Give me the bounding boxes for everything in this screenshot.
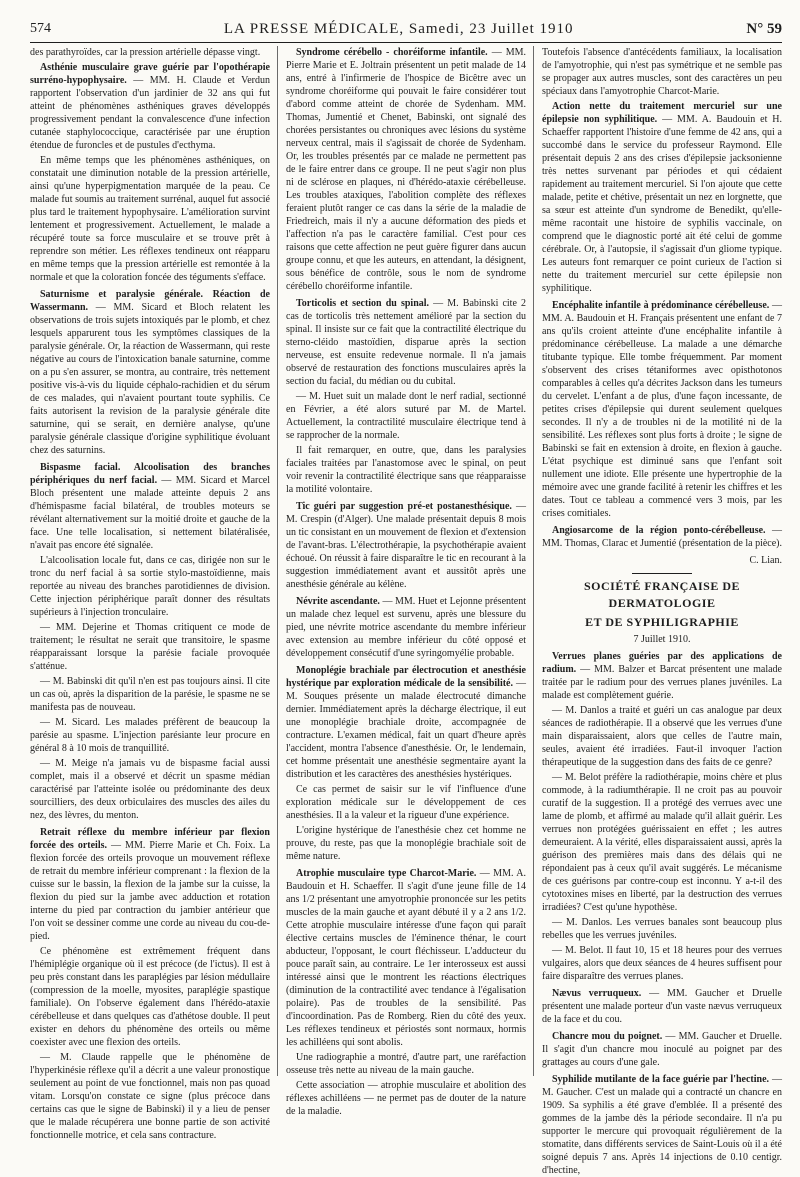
article-text: — MM. A. Baudouin et H. Français présentent une enfant de 7 ans qu'ils croient atteinte d'une encéphalite infantile à prédominance cérébelleuse. La malade a une démarche titubante typique. Elle tombe fréquemment. Par moment s'observent des crises tétaniformes avec opisthotonos comparables à celles qu'a décrites Jackson dans les tumeurs du cervelet. L'enfant a de plus, d'une façon incessante, de petites crises d'épilepsie qui durent seulement quelques secondes. Il n'y a de troubles ni de la motilité ni de la sensibilité. Les réflexes sont plus forts à droite ; le signe de Babinski se fait en extension à droite, en flexion à gauche. L'état psychique est diminué sans que l'enfant soit nullement une idiote. Elle présente une hypertrophie de la mémoire avec une grande facilité à retenir les chiffres et les dates. Tout ce tableau a commencé vers 3 mois, par les crises comitiales. (542, 300, 782, 519)
article-paragraph (30, 1051, 270, 1142)
article-text: Cette association — atrophie musculaire et abolition des réflexes achilléens — ne permet pas de douter de la nature de la maladie. (286, 1080, 526, 1117)
article-text: — MM. A. Baudouin et H. Schaeffer. Il s'agit d'une jeune fille de 14 ans 1/2 présentant une amyotrophie prononcée sur les petits muscles de la main gauche et ayant débuté il y a 2 ans 1/2. Cette atrophie musculaire intéresse d'une façon qui paraît élective certains muscles de l'éminence thénar, le court abducteur, l'opposant, le court fléchisseur. L'adducteur du pouce paraît sain, au contraire. Le 1er interosseux est aussi intéressé ainsi que le montrent les réactions électriques (diminution de la contractilité avec tendance à l'égalisation polaire). Pas de troubles de la sensibilité. Pas d'incoordination. Pas de Romberg. Rien du côté des yeux. Les réflexes tendineux et périostés sont normaux, hormis les achilléens qui sont abolis. (286, 868, 527, 1048)
article-text: — MM. Sicard et Bloch relatent les observations de trois sujets intoxiqués par le plomb, et chez lesquels apparurent tous les symptômes classiques de la paralysie générale. Or, la réaction de Wassermann, qui reste négative au cours de l'intoxication banale saturnine, comme on a pu s'en assurer, se montra, au contraire, très nettement positive vis-à-vis du liquide céphalo-rachidien et du sérum de ces malades, qui n'avaient pourtant toute syphilis. Ce faits autorisent la revision de la paralysie générale dite saturnine, qui se serait, en dernière analyse, qu'une paralysie générale classique d'origine syphilitique évoluant chez des saturnins. (30, 302, 270, 456)
column-3-intro: Toutefois l'absence d'antécédents familiaux, la localisation de l'amyotrophie, qui n'est pas symétrique et ne semble pas se propager aux autres muscles, sont des caractères un peu spéciaux dans l'amyotrophie Charcot-Marie. (542, 47, 782, 97)
article-title: Syphilide mutilante de la face guérie par l'hectine. (552, 1074, 770, 1085)
article-lead-paragraph (30, 288, 270, 457)
article-lead-paragraph (542, 524, 782, 550)
column-rule (533, 46, 534, 1076)
article-paragraph (30, 621, 270, 673)
article-lead-paragraph (286, 664, 526, 781)
author-signature: C. Lian. (749, 555, 782, 566)
article-lead-paragraph (286, 867, 526, 1049)
article-paragraph (30, 716, 270, 755)
article-text: Ce phénomène est extrêmement fréquent dans l'hémiplégie organique où il est précoce (de l'ictus). Il est à peu près constant dans les paraplégies par lésion médullaire (compression de la moelle, myosites, paraplégie spastique familiale). On l'observe également dans l'hérédo-ataxie cérébelleuse et dans quelques cas d'athétose double. Il peut exister en dehors du phénomène des orteils ou même coexister avec une flexion des orteils. (30, 946, 270, 1048)
article-lead-paragraph (286, 297, 526, 388)
column-1-intro: des parathyroïdes, car la pression artérielle dépasse vingt. (30, 47, 261, 58)
article (286, 500, 526, 591)
article-title: Encéphalite infantile à prédominance cérébelleuse. (552, 300, 770, 311)
article-text: Une radiographie a montré, d'autre part, une raréfaction osseuse très nette au niveau de la main gauche. (286, 1052, 526, 1076)
article-text: — MM. Balzer et Barcat présentent une malade traitée par le radium pour des verrues planes juvéniles. La malade est complètement guérie. (542, 664, 782, 701)
article-paragraph (286, 1079, 526, 1118)
article-text: — M. Babinski dit qu'il n'en est pas toujours ainsi. Il cite un cas où, après la disparition de la parésie, le spasme ne se manifesta pas de nouveau. (30, 676, 270, 713)
article-lead-paragraph (542, 1073, 782, 1177)
article-title: Tic guéri par suggestion pré-et postanesthésique. (296, 501, 512, 512)
article-text: — MM. Gaucher et Druelle. Il s'agit d'un chancre mou inoculé au poignet par des grattages au cours d'une gale. (542, 1031, 782, 1068)
column-1 (30, 46, 271, 1141)
column-3 (542, 46, 783, 1176)
article-paragraph (286, 1051, 526, 1077)
article-title: Saturnisme et paralysie générale. Réaction de Wassermann. (30, 289, 270, 313)
article-paragraph (30, 154, 270, 284)
article (286, 46, 526, 293)
article-paragraph (542, 916, 782, 942)
article (542, 987, 782, 1026)
article-text: — MM. Huet et Lejonne présentent un malade chez lequel est survenu, après une blessure du pied, une névrite motrice ascendante du membre inférieur avec extension au membre inférieur du côté opposé et développement consécutif d'une syringomyélie probable. (286, 596, 526, 659)
article-title: Névrite ascendante. (296, 596, 380, 607)
article-text: — M. Meige n'a jamais vu de bispasme facial aussi complet, mais il a observé et décrit un spasme médian caractérisé par l'atteinte isolée ou prédominante des deux sourcilliers, des deux orbiculaires des muscles des ailes du nez, des lèvres, du menton. (30, 758, 270, 821)
article-lead-paragraph (542, 1030, 782, 1069)
article (286, 297, 526, 496)
article-paragraph (30, 945, 270, 1049)
article-title: Verrues planes guéries par des applications de radium. (542, 651, 782, 675)
article-text: — MM. Pierre Marie et Ch. Foix. La flexion forcée des orteils provoque un mouvement réflexe de retrait du membre inférieur comprenant : la flexion de la cuisse sur le bassin, la flexion de la jambe sur la cuisse, la flexion du pied sur la jambe avec adduction et rotation interne du pied par contraction du jambier antérieur que l'on voit se dessiner comme une corde au niveau du cou-de-pied. (30, 840, 271, 942)
society-title-line-2: ET DE SYPHILIGRAPHIE (585, 615, 739, 629)
article (30, 461, 270, 822)
article-text: L'origine hystérique de l'anesthésie chez cet homme ne prouve, du reste, pas que la monoplégie brachiale soit de même nature. (286, 825, 526, 862)
article-text: — M. Belot. Il faut 10, 15 et 18 heures pour des verrues vulgaires, alors que deux séances de 4 heures suffisent pour faire disparaître des verrues planes. (542, 945, 782, 982)
society-title-line-1: SOCIÉTÉ FRANÇAISE DE DERMATOLOGIE (583, 579, 741, 610)
section-divider (632, 573, 692, 574)
article-title: Torticolis et section du spinal. (296, 298, 430, 309)
article-text: Il fait remarquer, en outre, que, dans les paralysies faciales traitées par l'anastomose avec le spinal, on peut voir revenir la contractilité électrique sans que réapparaisse la motilité volontaire. (286, 445, 526, 495)
article-text: L'alcoolisation locale fut, dans ce cas, dirigée non sur le tronc du nerf facial à sa sortie stylo-mastoïdienne, mais reportée au niveau des branches parotidiennes de division. Cette injection périphérique paraît donner des résultats supérieurs à l'injection tronculaire. (30, 555, 270, 618)
article-paragraph (286, 824, 526, 863)
article-lead-paragraph (542, 650, 782, 702)
article (286, 664, 526, 863)
article-lead-paragraph (542, 987, 782, 1026)
article (542, 100, 782, 295)
article-lead-paragraph (286, 500, 526, 591)
article-text: — MM. Sicard et Marcel Bloch présentent une malade atteinte depuis 2 ans d'hémispasme facial bilatéral, de troubles moteurs se révélant alternativement sur la moitié droite et gauche de la face. Une telle localisation, si nettement bilatéralisée, n'avait pas encore été signalée. (30, 475, 270, 551)
article-text: — MM. A. Baudouin et H. Schaeffer rapportent l'histoire d'une femme de 42 ans, qui a succombé dans le service du professeur Raymond. Elle présentait depuis 2 ans des crises d'épilepsie jacksonienne très nettes survenant par périodes et qui cédaient rapidement au traitement mercuriel. Si l'on ajoute que cette malade, petite et chétive, présentait un nez en lorgnette, que sa sœur est atteinte d'un syndrome de Benedikt, qu'elle-même racontait une histoire de syphilis vaccinale, on comprend que le diagnostic porté ait été celui de gomme cérébrale. Or, à l'autopsie, il s'agissait d'un gliome typique. Les auteurs font remarquer ce point curieux de l'action si nette du traitement mercuriel sur cette épilepsie non syphilitique. (542, 114, 783, 294)
article-paragraph (286, 390, 526, 442)
article (30, 826, 270, 1142)
article-title: Monoplégie brachiale par électrocution et anesthésie hystérique par exploration médicale de la sensibilité. (286, 665, 526, 689)
article-text: — MM. Pierre Marie et E. Joltrain présentent un petit malade de 14 ans, entré à l'infirmerie de l'hospice de Bicêtre avec un syndrome choréiforme qui pouvait le faire considérer tout d'abord comme atteint de chorée de Sydenham. MM. Thomas, Jumentié et Chenet, Babinski, ont signalé des chorées persistantes ou chroniques avec lésions du système nerveux central, mais il s'agissait de chorée de Sydenham. Or, les troubles présentés par ce malade ne permettent pas de le faire entrer dans ce groupe. Il ne peut s'agir non plus ni de sclérose en plaques, ni d'hérédo-ataxie cérébelleuse. Les troubles ataxiques, l'abolition complète des réflexes feraient plutôt ranger ce cas dans la série de la maladie de Friedreich, mais il n'y a aucune déformation des pieds et l'affection n'a pas le caractère familial. C'est pour ces raisons que cette affection ne peut guère figurer dans aucun groupe connu, et que les auteurs, en attendant, la désignent, sous bénéfice de contrôle, sous le nom de syndrome cérébello choréiforme infantile. (286, 47, 526, 292)
article-title: Angiosarcome de la région ponto-cérébelleuse. (552, 525, 766, 536)
article-lead-paragraph (542, 100, 782, 295)
article (542, 299, 782, 520)
article (30, 61, 270, 284)
article-text: — M. Danlos a traité et guéri un cas analogue par deux séances de radiothérapie. Il a observé que les verrues d'une main disparaissaient, alors que celles de l'autre main, seules, avaient été irradiées. Faut-il invoquer l'action thérapeutique de la suggestion dans des faits de ce genre? (542, 705, 782, 768)
article-text: En même temps que les phénomènes asthéniques, on constatait une diminution notable de la pression artérielle, ainsi qu'une hyperpigmentation marquée de la peau. Ce malade fut soumis au traitement surrénal, auquel fut associé plus tard le traitement hypophysaire. L'amélioration survint lentement et progressivement. Actuellement, le malade a récupéré toute sa force musculaire et se trouve prêt à reprendre son métier. Les réflexes tendineux ont réapparu en même temps que la pression artérielle est remontée à la normale et que la coloration foncée des téguments s'efface. (30, 155, 270, 283)
column-2 (286, 46, 527, 1117)
article-title: Asthénie musculaire grave guérie par l'opothérapie surréno-hypophysaire. (30, 62, 270, 86)
article-text: — MM. Gaucher et Druelle présentent une malade porteur d'un vaste nævus verruqueux de la face et du cou. (542, 988, 782, 1025)
article (542, 1030, 782, 1069)
article-text: — M. Belot préfère la radiothérapie, moins chère et plus commode, à la radiumthérapie. Il ne croit pas au pouvoir curatif de la suggestion. Il a protégé des verrues avec une lame de plomb, et affirmé au malade qu'il allait guérir. Les verrues non protégées guérissaient en effet ; les autres demeuraient. A la vérité, elles disparaissaient aussi, après la guérison des premières mais dans des délais qui ne répondaient pas à ceux qu'il avait suggérés. Le mécanisme de ces guérisons par contre-coup est inconnu. Y a-t-il des cytotoxines mises en liberté, par la destruction des verrues irradiées? C'est qu'une hypothèse. (542, 772, 782, 913)
article-text: — MM. Dejerine et Thomas critiquent ce mode de traitement; le résultat ne serait que transitoire, le spasme réapparaissant lorsque la parésie faciale provoquée s'atténue. (30, 622, 270, 672)
page-number: 574 (30, 21, 51, 36)
column-3-articles (542, 100, 782, 550)
article-text: — M. Babinski cite 2 cas de torticolis très nettement amélioré par la section du spinal. Il insiste sur ce fait que la contractilité électrique du sterno-cléido mastoïdien, disparue après la section nerveuse, est ensuite redevenue normale. Il n'a jamais observé de restauration des fonctions musculaires après la section du facial, du médian ou du cubital. (286, 298, 527, 387)
article-title: Bispasme facial. Alcoolisation des branches périphériques du nerf facial. (30, 462, 270, 486)
article-paragraph (542, 704, 782, 769)
article-paragraph (286, 783, 526, 822)
article (542, 524, 782, 550)
article (30, 288, 270, 457)
article-lead-paragraph (30, 826, 270, 943)
article-text: — M. Claude rappelle que le phénomène de l'hyperkinésie réflexe qu'il a décrit a une valeur pronostique seulement au point de vue fonctionnel, mais non pas quoad vitam. Lorsqu'on constate ce signe (plus précoce dans certains cas que le signe de Babinski) il y a lieu de penser que le malade récupérera une bonne partie de son activité fonctionnelle motrice, et cela sans contracture. (30, 1052, 270, 1141)
article (542, 1073, 782, 1177)
article-lead-paragraph (542, 299, 782, 520)
article-paragraph (30, 757, 270, 822)
column-rule (277, 46, 278, 1076)
article-text: — M. Danlos. Les verrues banales sont beaucoup plus rebelles que les verrues juvéniles. (542, 917, 782, 941)
article-text: — M. Gaucher. C'est un malade qui a contracté un chancre en 1909. Sa syphilis a été grave d'emblée. Il a présenté des gommes de la jambe dès la période secondaire. Il n'a pu supporter le mercure qui provoquait régulièrement de la stomatite, dans différents services de Saint-Louis où il a été soigné depuis 7 ans. Après 14 injections de 0.10 centigr. d'hectine, (542, 1074, 782, 1176)
article-paragraph (286, 444, 526, 496)
article (286, 867, 526, 1118)
article-text: — MM. Thomas, Clarac et Jumentié (présentation de la pièce). (542, 525, 783, 549)
page-header (30, 16, 782, 43)
article (542, 650, 782, 983)
article-title: Retrait réflexe du membre inférieur par flexion forcée des orteils. (30, 827, 270, 851)
article-lead-paragraph (286, 46, 526, 293)
article-title: Chancre mou du poignet. (552, 1031, 663, 1042)
article-paragraph (30, 675, 270, 714)
article-title: Syndrome cérébello - choréiforme infantile. (296, 47, 488, 58)
article-lead-paragraph (286, 595, 526, 660)
article-text: — MM. H. Claude et Verdun rapportent l'observation d'un jardinier de 32 ans qui fut atteint de phénomènes asthéniques graves développés progressivement pendant la convalescence d'une infection cutanée staphylococcique, caractérisée par une éruption étendue de furoncles et de pustules d'ecthyma. (30, 75, 271, 151)
society-meeting-date: 7 Juillet 1910. (633, 634, 691, 645)
article (286, 595, 526, 660)
article-title: Nævus verruqueux. (552, 988, 642, 999)
article-lead-paragraph (30, 461, 270, 552)
column-3-society-articles (542, 650, 782, 1177)
article-text: — M. Crespin (d'Alger). Une malade présentait depuis 8 mois un tic consistant en un mouvement de flexion et d'extension de l'avant-bras. L'électrothérapie, la psychothérapie avaient échoué. On réussit à faire disparaître le tic en recourant à la suggestion immédiatement avant et aussitôt après une anesthésie générale au kélène. (286, 501, 527, 590)
article-text: — M. Souques présente un malade électrocuté dimanche dernier. Immédiatement après la décharge électrique, il eut une monoplégie brachiale droite, accompagnée de contracture. L'examen médical, fait un quart d'heure après l'accident, montra l'absence d'anesthésie. Or, le lendemain, cet homme présentait une anesthésie segmentaire ayant la distribution et les caractères des anesthésies hystériques. (286, 678, 527, 780)
column-1-articles (30, 61, 270, 1142)
article-paragraph (30, 554, 270, 619)
article-text: Ce cas permet de saisir sur le vif l'influence d'une exploration médicale sur le développement de ces anesthésies. Il a la valeur et la rigueur d'une expérience. (286, 784, 526, 821)
article-text: — M. Sicard. Les malades préfèrent de beaucoup la parésie au spasme. L'injection parésiante leur procure en général 8 à 10 mois de tranquillité. (30, 717, 270, 754)
article-title: Action nette du traitement mercuriel sur une épilepsie non syphilitique. (542, 101, 782, 125)
article-paragraph (542, 771, 782, 914)
publication-title: LA PRESSE MÉDICALE, Samedi, 23 Juillet 1910 (223, 20, 574, 37)
article-lead-paragraph (30, 61, 270, 152)
article-paragraph (542, 944, 782, 983)
column-2-articles (286, 46, 526, 1118)
issue-number: N° 59 (746, 20, 782, 37)
article-text: — M. Huet suit un malade dont le nerf radial, sectionné en Février, a été alors suturé par M. de Martel. Actuellement, la contractilité musculaire électrique tend à se rapprocher de la normale. (286, 391, 526, 441)
article-title: Atrophie musculaire type Charcot-Marie. (296, 868, 477, 879)
